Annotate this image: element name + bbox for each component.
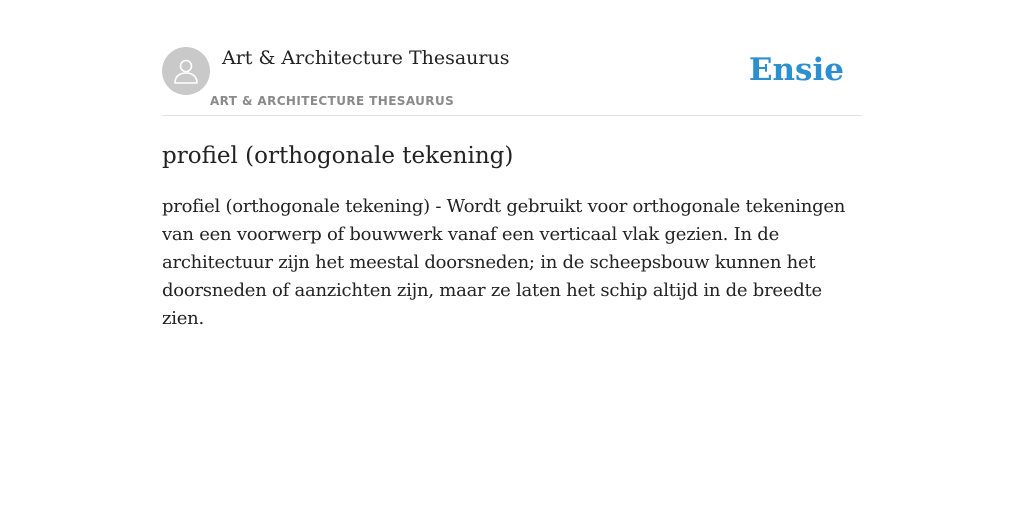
site-name-link[interactable]: Art & Architecture Thesaurus <box>222 47 510 69</box>
entry-header <box>162 0 862 116</box>
entry-card <box>162 0 862 333</box>
ensie-logo[interactable]: Ensie <box>748 52 844 88</box>
user-icon <box>171 56 201 86</box>
entry-definition: profiel (orthogonale tekening) - Wordt gebruikt voor orthogonale tekeningen van een voorwerp of bouwwerk vanaf een verticaal vlak gezien. In de architectuur zijn het meestal doorsneden; in de scheepsbouw kunnen het doorsneden of aanzichten zijn, maar ze laten het schip altijd in de breedte zien. <box>162 196 846 329</box>
site-subtitle[interactable]: ART & ARCHITECTURE THESAURUS <box>210 94 455 108</box>
entry-title: profiel (orthogonale tekening) <box>162 143 514 169</box>
avatar[interactable] <box>162 47 210 95</box>
